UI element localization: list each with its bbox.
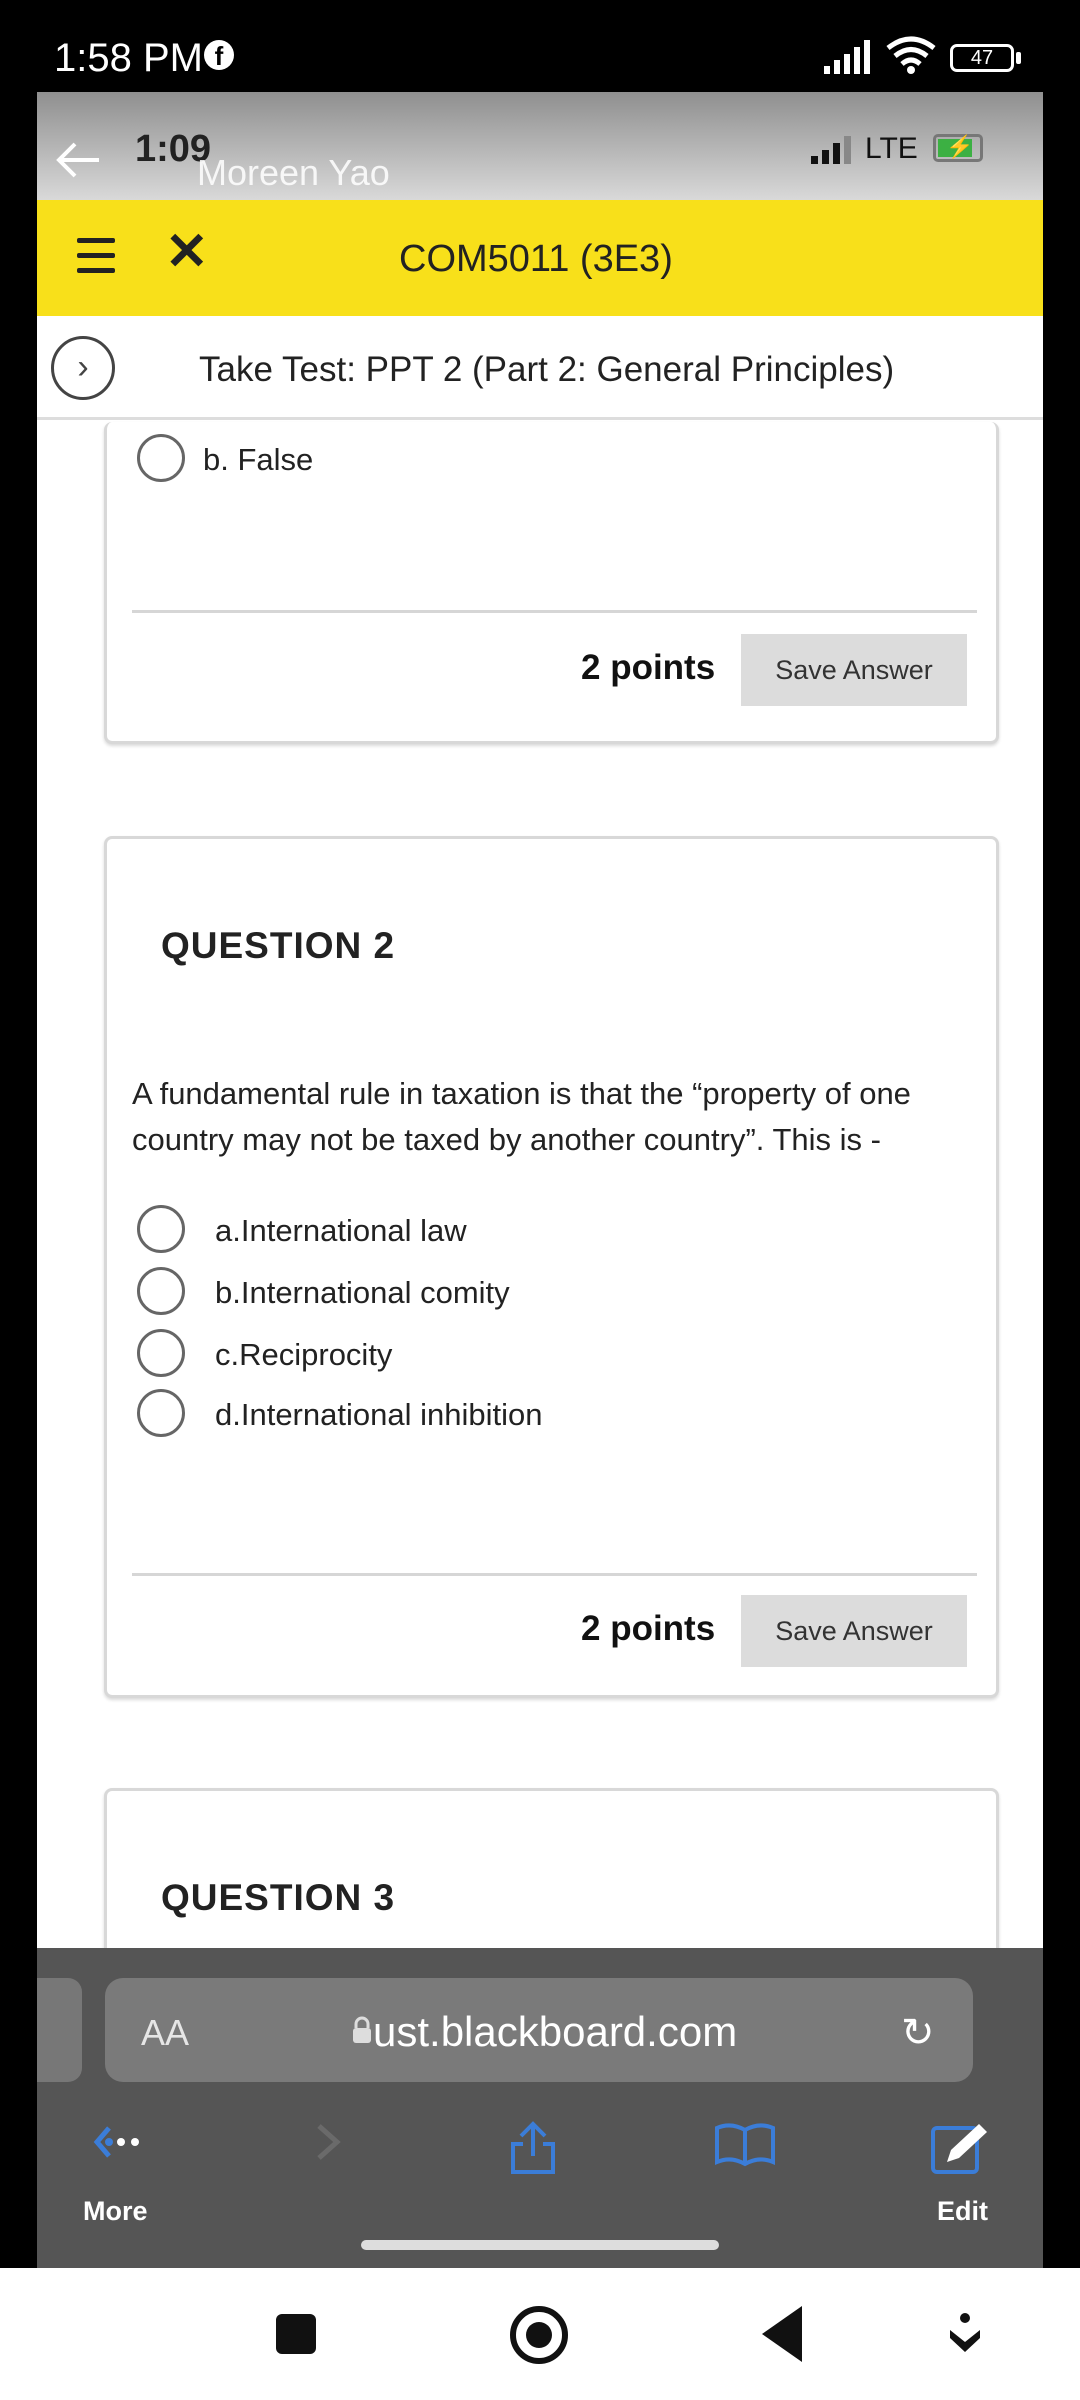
question-heading: QUESTION 2	[161, 925, 396, 966]
divider	[132, 1573, 977, 1576]
device-time: 1:58 PM	[54, 36, 203, 80]
option-d-label: d.International inhibition	[215, 1397, 543, 1432]
battery-level: 47	[970, 47, 994, 69]
chevron-right-icon[interactable]: ›	[51, 336, 115, 400]
course-header	[37, 200, 1043, 316]
recent-apps-button[interactable]	[276, 2314, 316, 2354]
question-1-visible	[104, 422, 999, 744]
url-text: ust.blackboard.com	[373, 2008, 738, 2055]
points-label: 2 points	[581, 648, 716, 687]
reload-icon[interactable]: ↻	[901, 2011, 935, 2055]
wifi-icon	[886, 36, 936, 74]
option-b-label: b.International comity	[215, 1275, 510, 1310]
share-icon[interactable]	[507, 2120, 559, 2176]
battery-cap	[1016, 52, 1021, 64]
more-icon[interactable]	[91, 2120, 147, 2164]
radio-option-b[interactable]	[137, 1267, 185, 1315]
save-answer-button[interactable]: Save Answer	[741, 1595, 967, 1667]
device-status-bar	[0, 0, 1080, 92]
test-title: Take Test: PPT 2 (Part 2: General Principles)	[199, 350, 895, 389]
inner-status-bar	[37, 92, 1043, 200]
question-heading: QUESTION 3	[161, 1877, 396, 1918]
back-button[interactable]	[762, 2306, 802, 2362]
back-arrow-icon[interactable]	[53, 140, 101, 180]
app-screenshot-frame	[37, 92, 1043, 2268]
inner-signal-icon	[811, 136, 853, 164]
question-text: A fundamental rule in taxation is that the “property of one country may not be taxed by another country”. This is -	[132, 1076, 911, 1157]
previous-tab[interactable]	[37, 1978, 82, 2082]
points-label: 2 points	[581, 1609, 716, 1648]
edit-label[interactable]: Edit	[937, 2196, 988, 2226]
radio-false[interactable]	[137, 434, 185, 482]
forward-icon[interactable]	[309, 2120, 349, 2164]
close-icon[interactable]: ✕	[165, 223, 209, 281]
option-c-label: c.Reciprocity	[215, 1337, 393, 1372]
edit-icon[interactable]	[929, 2120, 989, 2178]
course-title: COM5011 (3E3)	[399, 238, 673, 280]
address-bar[interactable]	[105, 1978, 973, 2082]
more-label[interactable]: More	[83, 2196, 148, 2226]
option-a-label: a.International law	[215, 1213, 467, 1248]
battery-icon	[950, 44, 1014, 72]
hide-nav-icon[interactable]	[948, 2312, 982, 2356]
divider	[132, 610, 977, 613]
radio-option-a[interactable]	[137, 1205, 185, 1253]
test-title-bar	[37, 316, 1043, 420]
question-card-2	[104, 836, 999, 1698]
save-answer-button[interactable]: Save Answer	[741, 634, 967, 706]
option-false-label: b. False	[203, 442, 314, 477]
android-nav-bar	[0, 2268, 1080, 2400]
home-button[interactable]	[510, 2306, 568, 2364]
browser-toolbar	[37, 1948, 1043, 2268]
home-indicator[interactable]	[361, 2240, 719, 2250]
facebook-icon: f	[204, 40, 234, 70]
signal-icon	[824, 40, 876, 74]
network-type: LTE	[865, 132, 918, 165]
lock-icon	[351, 2016, 373, 2044]
text-size-button[interactable]: AA	[141, 2012, 190, 2053]
inner-battery-icon: ⚡	[933, 134, 983, 162]
bookmarks-icon[interactable]	[713, 2120, 777, 2168]
inner-time: 1:09	[135, 128, 212, 170]
menu-icon[interactable]	[77, 238, 115, 274]
radio-option-d[interactable]	[137, 1389, 185, 1437]
radio-option-c[interactable]	[137, 1329, 185, 1377]
user-name: Moreen Yao	[197, 152, 390, 193]
